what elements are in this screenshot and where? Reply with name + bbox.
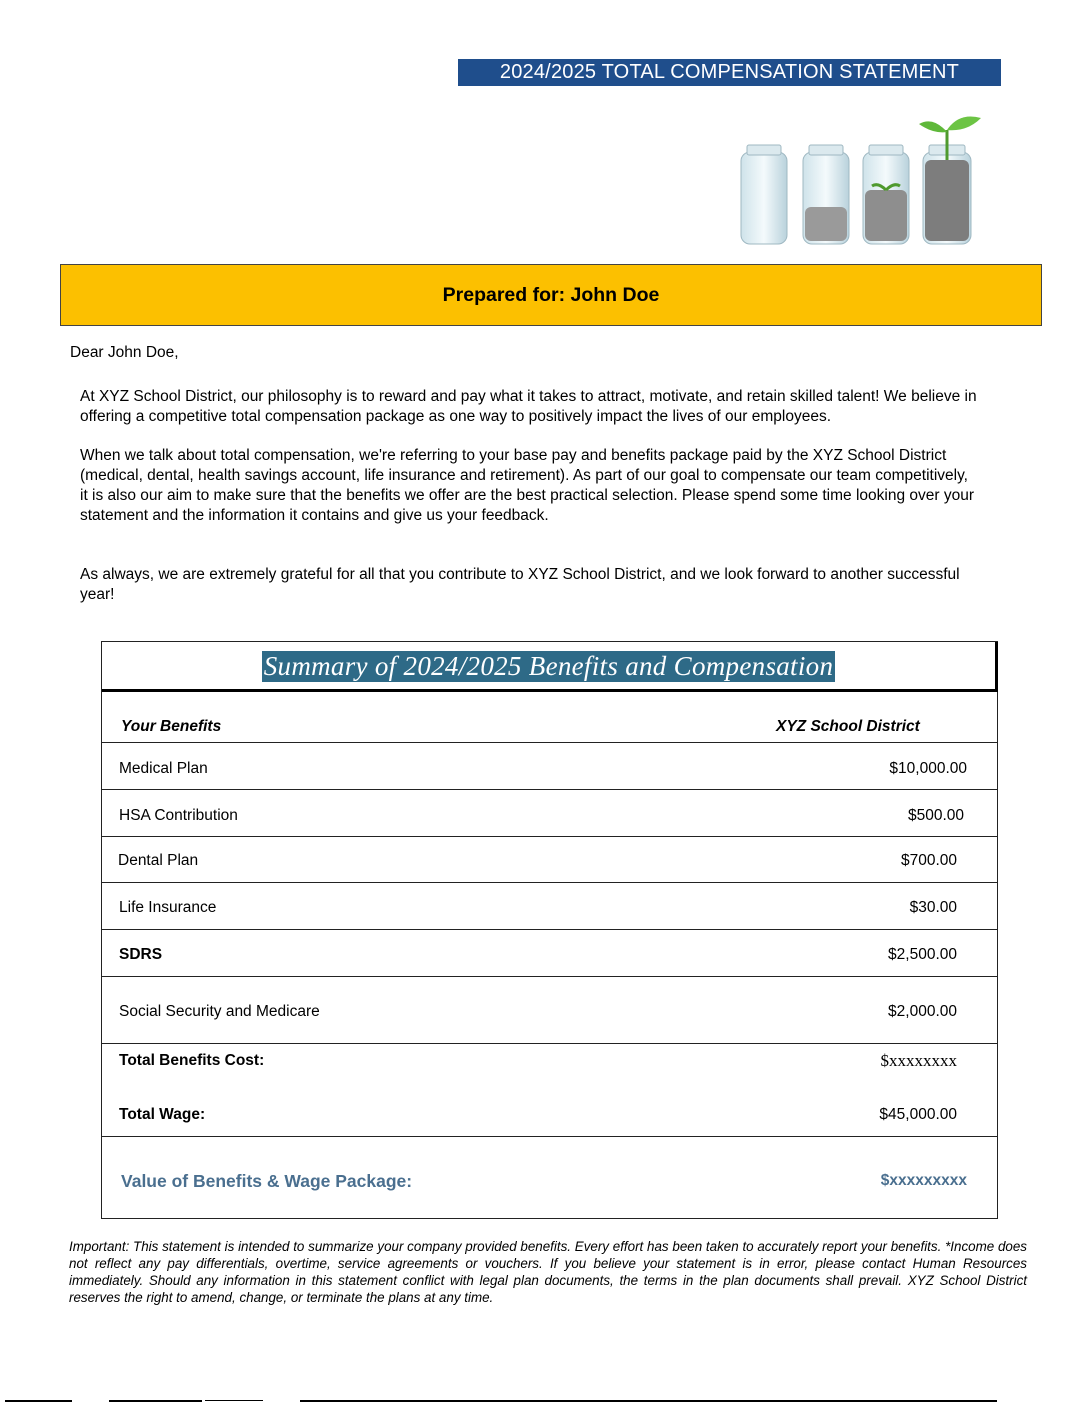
row-label-medical: Medical Plan: [119, 760, 208, 777]
important-disclaimer: Important: This statement is intended to summarize your company provided benefits. Every effort has been taken to accurately report your benefits. *Income does not reflect any pay differentials, overtime, service agreements or vouchers. If you believe your statement is in error, please contact Human Resources immediately. Should any information in this statement conflict with legal plan documents, the terms in the plan documents shall prevail. XYZ School District reserves the right to amend, change, or terminate the plans at any time.: [69, 1239, 1027, 1305]
divider: [102, 882, 997, 883]
jars-of-coins-with-plant-image: [733, 112, 993, 252]
divider: [102, 929, 997, 930]
row-value-medical: $10,000.00: [889, 760, 967, 777]
summary-title: Summary of 2024/2025 Benefits and Compensation: [263, 651, 834, 681]
row-label-social-security: Social Security and Medicare: [119, 1003, 320, 1020]
summary-header: [102, 642, 998, 692]
total-wage-label: Total Wage:: [119, 1106, 206, 1123]
summary-table: [101, 641, 998, 1219]
prepared-for-banner: Prepared for: John Doe: [60, 264, 1042, 326]
row-value-life-insurance: $30.00: [909, 899, 957, 916]
row-label-dental: Dental Plan: [118, 852, 199, 869]
footer-rule: [5, 1400, 72, 1402]
statement-title: 2024/2025 TOTAL COMPENSATION STATEMENT: [458, 59, 1001, 86]
divider: [102, 976, 997, 977]
row-label-life-insurance: Life Insurance: [119, 899, 217, 916]
total-wage-value: $45,000.00: [879, 1106, 957, 1123]
row-value-dental: $700.00: [900, 852, 957, 869]
package-value-amount: $xxxxxxxxx: [880, 1172, 967, 1189]
footer-rule: [300, 1400, 997, 1402]
closing-paragraph: As always, we are extremely grateful for all that you contribute to XYZ School District, and we look forward to another successful year!: [80, 566, 960, 603]
package-value-label: Value of Benefits & Wage Package:: [121, 1171, 413, 1191]
divider: [102, 1043, 997, 1044]
column-header-benefits: Your Benefits: [121, 718, 222, 735]
column-header-employer: XYZ School District: [776, 718, 920, 735]
divider: [102, 836, 997, 837]
footer-rule: [109, 1400, 202, 1402]
divider: [102, 742, 997, 743]
footer-rule: [205, 1400, 263, 1401]
total-benefits-label: Total Benefits Cost:: [119, 1052, 265, 1069]
total-benefits-value: $xxxxxxxx: [880, 1051, 957, 1070]
row-value-social-security: $2,000.00: [888, 1003, 957, 1020]
row-value-sdrs: $2,500.00: [888, 946, 957, 963]
row-label-sdrs: SDRS: [119, 946, 163, 963]
greeting: Dear John Doe,: [70, 344, 179, 361]
intro-paragraph: At XYZ School District, our philosophy is to reward and pay what it takes to attract, motivate, and retain skilled talent! We believe in offering a competitive total compensation package as one way to positively impact the lives of our employees.: [80, 388, 977, 425]
divider: [102, 1136, 997, 1137]
compensation-paragraph: When we talk about total compensation, we're referring to your base pay and benefits package paid by the XYZ School District (medical, dental, health savings account, life insurance and retirement). As part of our goal to compensate our team competitively, it is also our aim to make sure that the benefits we offer are the best practical selection. Please spend some time looking over your statement and the information it contains and give us your feedback.: [80, 447, 975, 524]
divider: [102, 789, 997, 790]
row-value-hsa: $500.00: [907, 807, 964, 824]
row-label-hsa: HSA Contribution: [119, 807, 238, 824]
